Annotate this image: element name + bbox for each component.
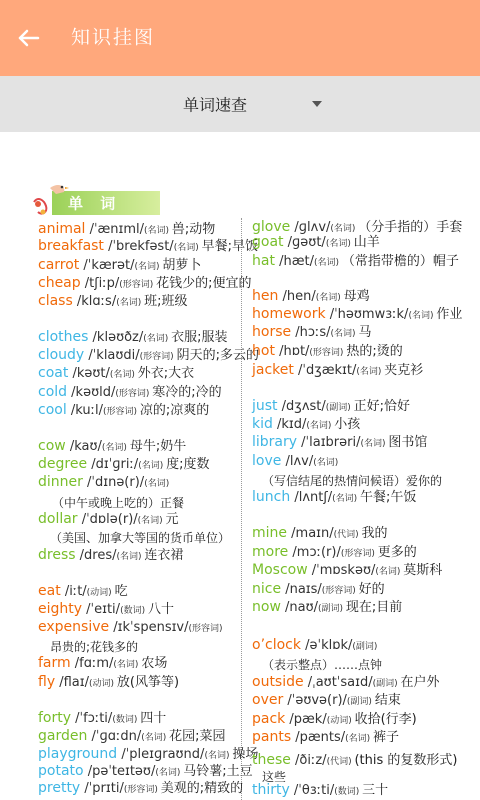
- word-entry[interactable]: [38, 366, 194, 383]
- word: Moscow: [252, 562, 308, 578]
- dropdown-caret-icon[interactable]: [312, 101, 322, 107]
- word: thirty: [252, 782, 290, 798]
- phonetic: /kaʊ/: [65, 439, 102, 454]
- word: mine: [252, 525, 288, 541]
- part-of-speech: (副词): [325, 403, 354, 413]
- part-of-speech: (动词): [86, 588, 115, 598]
- definition: 班;班级: [144, 294, 188, 309]
- part-of-speech: (形容词): [340, 549, 378, 559]
- word-entry[interactable]: [252, 254, 459, 271]
- word-entry[interactable]: [38, 764, 253, 781]
- part-of-speech: (名词): [408, 311, 437, 321]
- arrow-left-icon: [10, 24, 46, 52]
- definition: 四十: [140, 711, 167, 726]
- part-of-speech: (代词): [326, 757, 355, 767]
- dropdown-label: 单词速查: [182, 95, 247, 115]
- part-of-speech: (形容词): [139, 352, 177, 362]
- phonetic: /ˈdɪnə(r)/: [82, 475, 145, 490]
- word-entry[interactable]: [38, 348, 259, 365]
- phonetic: /kuːl/: [66, 403, 103, 418]
- definition-continued: （表示整点）……点钟: [262, 658, 383, 672]
- phonetic: /ˈænɪml/: [85, 222, 145, 237]
- word: class: [38, 293, 73, 309]
- definition-continued: （中午或晚上吃的）正餐: [52, 496, 185, 510]
- part-of-speech: (名词): [138, 461, 167, 471]
- category-dropdown[interactable]: [0, 76, 480, 132]
- definition: (this 的复数形式): [354, 753, 458, 768]
- phonetic: /ˈdʒækɪt/: [293, 363, 357, 378]
- word: cloudy: [38, 347, 85, 363]
- definition: 母鸡: [343, 289, 370, 304]
- definition: 度;度数: [166, 457, 210, 472]
- part-of-speech: (形容词): [309, 348, 347, 358]
- word: hat: [252, 253, 275, 269]
- definition: 莫斯科: [403, 563, 443, 578]
- phonetic: /ˈdɒlə(r)/: [77, 512, 138, 527]
- word-entry[interactable]: [252, 730, 399, 747]
- definition: 好的: [358, 582, 385, 597]
- phonetic: /ˈlaɪbrəri/: [297, 435, 361, 450]
- word-entry[interactable]: [38, 385, 222, 402]
- word: love: [252, 453, 282, 469]
- word: eat: [38, 583, 61, 599]
- word-entry[interactable]: [38, 675, 179, 692]
- word: jacket: [252, 362, 294, 378]
- word-entry[interactable]: [252, 417, 360, 434]
- part-of-speech: (名词): [360, 439, 389, 449]
- part-of-speech: (形容词): [188, 624, 223, 634]
- phonetic: /kɪd/: [272, 417, 307, 432]
- word-entry[interactable]: [38, 330, 228, 347]
- word: pants: [252, 729, 292, 745]
- page-title: 知识挂图: [71, 26, 156, 49]
- part-of-speech: (名词): [155, 768, 184, 778]
- part-of-speech: (形容词): [102, 407, 140, 417]
- word-entry[interactable]: [252, 363, 423, 380]
- part-of-speech: (副词): [318, 604, 346, 614]
- word: hen: [252, 288, 279, 304]
- part-of-speech: (名词): [325, 239, 354, 249]
- phonetic: /ˈfɔːti/: [71, 711, 113, 726]
- phonetic: /dres/: [75, 548, 117, 563]
- definition: 马铃薯;土豆: [183, 764, 253, 779]
- word: forty: [38, 710, 72, 726]
- word-entry[interactable]: [38, 222, 215, 239]
- word: kid: [252, 416, 273, 432]
- part-of-speech: (名词): [109, 370, 138, 380]
- part-of-speech: (形容词): [123, 785, 161, 795]
- word: nice: [252, 581, 282, 597]
- definition: 现在;目前: [345, 600, 403, 615]
- definition-continued: 昂贵的;花钱多的: [50, 640, 139, 654]
- part-of-speech: (名词): [116, 552, 145, 562]
- phonetic: /kləʊðz/: [88, 330, 144, 345]
- definition: 阴天的;多云的: [176, 348, 259, 363]
- word-entry[interactable]: [38, 403, 209, 420]
- word: pretty: [38, 780, 81, 796]
- phonetic: /ɡəʊt/: [283, 235, 326, 250]
- part-of-speech: (名词): [313, 458, 339, 468]
- definition: 结束: [374, 693, 401, 708]
- definition: 图书馆: [388, 435, 428, 450]
- definition: 操场: [232, 747, 259, 762]
- part-of-speech: (动词): [326, 716, 355, 726]
- definition: 在户外: [400, 675, 440, 690]
- definition: 收拾(行李): [354, 712, 417, 727]
- word: homework: [252, 306, 326, 322]
- definition: 作业: [436, 307, 463, 322]
- phonetic: /ˈklaʊdi/: [84, 348, 140, 363]
- app-bar: [0, 0, 480, 76]
- part-of-speech: (名词): [137, 516, 166, 526]
- phonetic: /ˈbrekfəst/: [103, 239, 174, 254]
- definition: 热的;烫的: [346, 344, 403, 359]
- phonetic: /ˈprɪti/: [80, 781, 124, 796]
- definition: 凉的;凉爽的: [139, 403, 210, 418]
- phonetic: /hɒt/: [274, 344, 310, 359]
- definition: 母牛;奶牛: [129, 439, 187, 454]
- word-entry[interactable]: [38, 729, 225, 746]
- phonetic: /naʊ/: [280, 600, 319, 615]
- definition: 小孩: [334, 417, 361, 432]
- definition: 八十: [147, 602, 174, 617]
- phonetic: /pænts/: [291, 730, 346, 745]
- word: o’clock: [252, 637, 301, 653]
- phonetic: /hen/: [278, 289, 316, 304]
- phonetic: /hɔːs/: [291, 325, 331, 340]
- part-of-speech: (名词): [315, 293, 344, 303]
- word-entry[interactable]: [252, 490, 416, 507]
- definition: 吃: [114, 584, 128, 599]
- section-title: 单 词: [68, 194, 122, 213]
- word-entry[interactable]: [38, 620, 223, 637]
- definition: 放(风筝等): [116, 675, 180, 690]
- phonetic: /ˈəʊvə(r)/: [283, 693, 347, 708]
- word-entry[interactable]: [38, 258, 201, 275]
- word: dress: [38, 547, 76, 563]
- definition-continued: （美国、加拿大等国的货币单位）: [50, 531, 231, 545]
- part-of-speech: (形容词): [119, 280, 157, 290]
- definition: 裤子: [373, 730, 400, 745]
- phonetic: /mɔː(r)/: [288, 545, 341, 560]
- word-entry[interactable]: [252, 545, 417, 562]
- phonetic: /iːt/: [60, 584, 87, 599]
- phonetic: /ˈkærət/: [79, 258, 135, 273]
- word-entry[interactable]: [252, 435, 427, 452]
- part-of-speech: (名词): [134, 262, 163, 272]
- phonetic: /ɪkˈspensɪv/: [109, 620, 189, 635]
- word-entry[interactable]: [252, 563, 442, 580]
- word: eighty: [38, 601, 83, 617]
- word: expensive: [38, 619, 110, 635]
- word: degree: [38, 456, 88, 472]
- part-of-speech: (名词): [101, 443, 130, 453]
- phonetic: /ˈθɜːti/: [289, 783, 335, 798]
- phonetic: /flaɪ/: [55, 675, 89, 690]
- word-entry[interactable]: [252, 526, 388, 543]
- phonetic: /kəʊt/: [68, 366, 110, 381]
- word: carrot: [38, 257, 80, 273]
- word-entry[interactable]: [38, 276, 252, 293]
- part-of-speech: (形容词): [321, 586, 359, 596]
- definition: 衣服;服装: [171, 330, 228, 345]
- word: farm: [38, 655, 71, 671]
- word-entry[interactable]: [38, 602, 174, 619]
- phonetic: /ˌaʊtˈsaɪd/: [303, 675, 373, 690]
- word-entry[interactable]: [38, 512, 179, 529]
- part-of-speech: (名词): [173, 243, 202, 253]
- phonetic: /ˈeɪti/: [82, 602, 121, 617]
- word: these: [252, 752, 291, 768]
- word: playground: [38, 746, 118, 762]
- word-entry[interactable]: [252, 675, 440, 692]
- part-of-speech: (数词): [120, 606, 148, 616]
- phonetic: /hæt/: [274, 254, 314, 269]
- word: animal: [38, 221, 86, 237]
- word-entry[interactable]: [252, 783, 388, 800]
- word: more: [252, 544, 289, 560]
- word-entry[interactable]: [252, 712, 417, 729]
- part-of-speech: (名词): [141, 733, 170, 743]
- word: over: [252, 692, 284, 708]
- phonetic: /fɑːm/: [70, 656, 114, 671]
- definition: 农场: [141, 656, 168, 671]
- word: potato: [38, 763, 84, 779]
- part-of-speech: (名词): [113, 660, 142, 670]
- definition: 午餐;午饭: [360, 490, 417, 505]
- word-entry[interactable]: [38, 548, 183, 565]
- word: cool: [38, 402, 67, 418]
- phonetic: /əˈklɒk/: [300, 638, 353, 653]
- definition: 花园;菜园: [169, 729, 226, 744]
- part-of-speech: (名词): [345, 734, 374, 744]
- phonetic: /klɑːs/: [72, 294, 117, 309]
- word: now: [252, 599, 281, 615]
- word-entry[interactable]: [252, 582, 385, 599]
- part-of-speech: (名词): [330, 224, 359, 234]
- word-entry[interactable]: [38, 781, 243, 798]
- word: outside: [252, 674, 304, 690]
- phonetic: /ɡlʌv/: [290, 220, 331, 235]
- part-of-speech: (名词): [356, 367, 385, 377]
- definition: 夹克衫: [384, 363, 424, 378]
- phonetic: /ðiːz/: [290, 753, 327, 768]
- word-entry[interactable]: [252, 454, 338, 471]
- word: pack: [252, 711, 286, 727]
- definition: 连衣裙: [144, 548, 184, 563]
- word: cheap: [38, 275, 81, 291]
- definition: 寒冷的;冷的: [152, 385, 222, 400]
- column-divider: [241, 218, 242, 800]
- part-of-speech: (名词): [375, 567, 404, 577]
- word-entry[interactable]: [38, 747, 258, 764]
- part-of-speech: (数词): [334, 787, 363, 797]
- part-of-speech: (名词): [116, 298, 145, 308]
- definition: （分手指的）手套: [358, 220, 463, 235]
- part-of-speech: (副词): [372, 679, 401, 689]
- part-of-speech: (名词): [313, 258, 342, 268]
- phonetic: /ˈmɒskəʊ/: [307, 563, 376, 578]
- word-entry[interactable]: [38, 475, 169, 492]
- phonetic: /ˈhəʊmwɜːk/: [325, 307, 409, 322]
- definition: 更多的: [377, 545, 417, 560]
- word-entry[interactable]: [252, 638, 377, 655]
- word-entry[interactable]: [252, 600, 402, 617]
- phonetic: /tʃiːp/: [80, 276, 120, 291]
- phonetic: /pəˈteɪtəʊ/: [83, 764, 156, 779]
- definition-continued: （写信结尾的热情问候语）爱你的: [262, 474, 443, 488]
- part-of-speech: (名词): [204, 751, 233, 761]
- phonetic: /dɪˈɡriː/: [87, 457, 139, 472]
- phonetic: /ˈɡɑːdn/: [87, 729, 142, 744]
- word-entry[interactable]: [38, 294, 187, 311]
- word: lunch: [252, 489, 291, 505]
- word: hot: [252, 343, 275, 359]
- word-entry[interactable]: [38, 239, 258, 256]
- definition: 马: [358, 325, 372, 340]
- definition: 我的: [361, 526, 388, 541]
- part-of-speech: (代词): [333, 530, 362, 540]
- word: clothes: [38, 329, 89, 345]
- word: fly: [38, 674, 56, 690]
- definition: 三十: [362, 783, 389, 798]
- definition: 美观的;精致的: [160, 781, 244, 796]
- part-of-speech: (形容词): [115, 389, 153, 399]
- phonetic: /dʒʌst/: [277, 399, 326, 414]
- word: breakfast: [38, 238, 104, 254]
- word: just: [252, 398, 278, 414]
- phonetic: /ˈpleɪɡraʊnd/: [117, 747, 205, 762]
- word-entry[interactable]: [38, 584, 128, 601]
- word: cold: [38, 384, 68, 400]
- word: cow: [38, 438, 66, 454]
- part-of-speech: (名词): [306, 421, 335, 431]
- definition: 元: [165, 512, 179, 527]
- word-entry[interactable]: [252, 399, 410, 416]
- word-entry[interactable]: [38, 457, 209, 474]
- definition: 外衣;大衣: [137, 366, 195, 381]
- definition: 胡萝卜: [162, 258, 202, 273]
- definition: 山羊: [353, 235, 380, 250]
- phonetic: /lʌntʃ/: [290, 490, 333, 505]
- word-entry[interactable]: [38, 439, 186, 456]
- definition-continued: 这些: [262, 770, 287, 784]
- definition: 正好;恰好: [353, 399, 411, 414]
- part-of-speech: (名词): [332, 494, 361, 504]
- word-entry[interactable]: [252, 693, 401, 710]
- part-of-speech: (名词): [144, 479, 170, 489]
- word-entry[interactable]: [252, 307, 462, 324]
- word-entry[interactable]: [252, 344, 403, 361]
- word: dinner: [38, 474, 83, 490]
- definition: 早餐;早饭: [201, 239, 258, 254]
- phonetic: /maɪn/: [287, 526, 334, 541]
- word-entry[interactable]: [252, 325, 371, 342]
- part-of-speech: (副词): [352, 642, 378, 652]
- word: glove: [252, 219, 291, 235]
- part-of-speech: (名词): [143, 334, 172, 344]
- part-of-speech: (动词): [89, 679, 117, 689]
- phonetic: /naɪs/: [281, 582, 322, 597]
- part-of-speech: (数词): [112, 715, 141, 725]
- word: coat: [38, 365, 69, 381]
- word: goat: [252, 234, 284, 250]
- definition: 兽;动物: [171, 222, 216, 237]
- word: dollar: [38, 511, 78, 527]
- part-of-speech: (名词): [330, 329, 359, 339]
- definition: 花钱少的;便宜的: [156, 276, 252, 291]
- word-entry[interactable]: [38, 656, 167, 673]
- phonetic: /lʌv/: [281, 454, 314, 469]
- word: garden: [38, 728, 88, 744]
- word: horse: [252, 324, 292, 340]
- phonetic: /kəʊld/: [67, 385, 116, 400]
- part-of-speech: (副词): [346, 697, 375, 707]
- word-entry[interactable]: [252, 289, 370, 306]
- part-of-speech: (名词): [144, 226, 172, 236]
- word-entry[interactable]: [252, 235, 380, 252]
- phonetic: /pæk/: [285, 712, 327, 727]
- word-entry[interactable]: [38, 711, 166, 728]
- back-button[interactable]: [10, 24, 46, 52]
- word: library: [252, 434, 298, 450]
- definition: （常指带檐的）帽子: [341, 254, 459, 269]
